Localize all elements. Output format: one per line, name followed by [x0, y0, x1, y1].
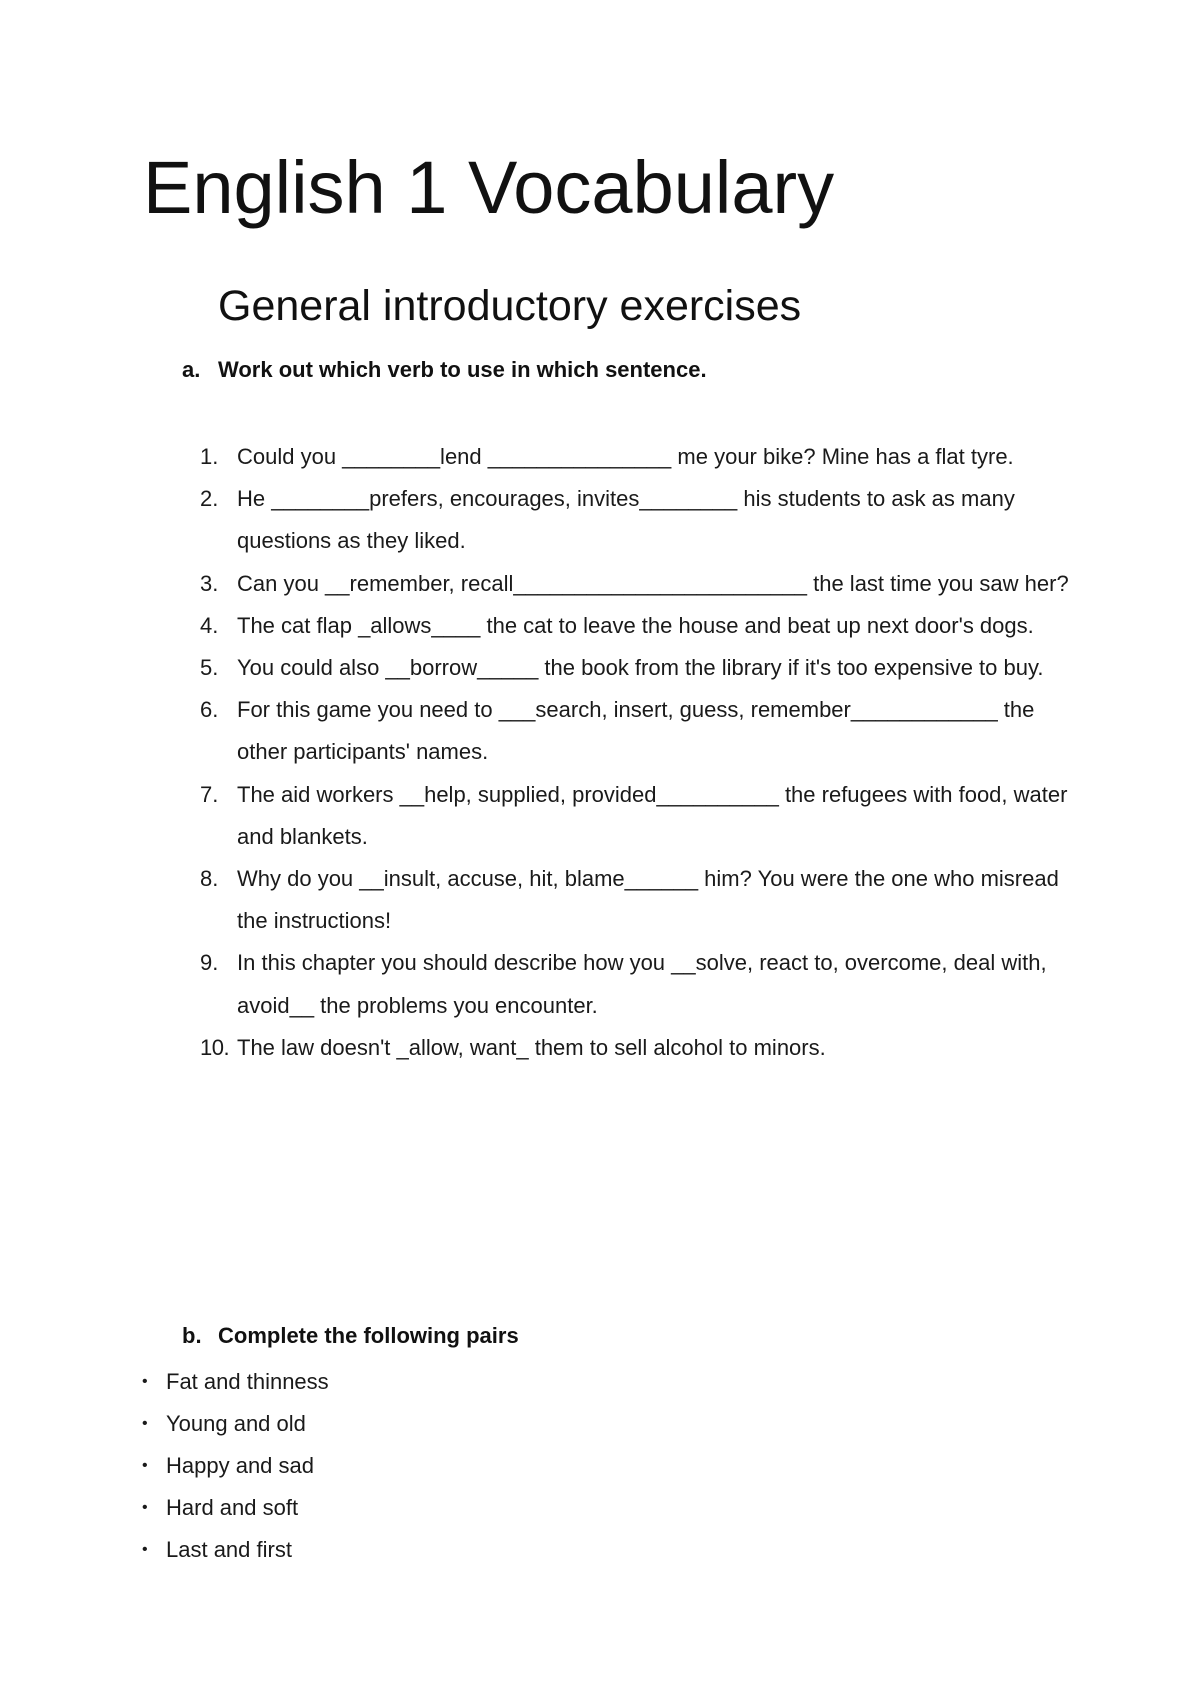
bullet-icon: • [142, 1457, 148, 1474]
part-b-instruction: Complete the following pairs [218, 1323, 519, 1348]
part-a-instruction: Work out which verb to use in which sentence. [218, 357, 707, 382]
document-title: English 1 Vocabulary [143, 146, 835, 229]
exercise-item [200, 858, 1070, 942]
exercise-number: 6. [200, 697, 219, 723]
exercise-item [200, 605, 1070, 647]
exercise-item [200, 436, 1070, 478]
exercise-sentence: Why do you __insult, accuse, hit, blame______ him? You were the one who misread the instructions! [237, 866, 1059, 934]
pair-text: Young and old [166, 1411, 306, 1436]
exercise-item [200, 563, 1070, 605]
exercise-sentence: In this chapter you should describe how you __solve, react to, overcome, deal with, avoid__ the problems you encounter. [237, 950, 1047, 1018]
pair-item [140, 1445, 740, 1487]
part-b-heading [182, 1321, 982, 1351]
exercise-sentence: The cat flap _allows____ the cat to leave the house and beat up next door's dogs. [237, 612, 1034, 638]
exercise-item [200, 689, 1070, 773]
bullet-icon: • [142, 1415, 148, 1432]
exercise-list [200, 436, 1070, 1069]
exercise-item [200, 774, 1070, 858]
exercise-sentence: Could you ________lend _______________ me your bike? Mine has a flat tyre. [237, 444, 1014, 469]
pair-item [140, 1361, 740, 1403]
pair-text: Happy and sad [166, 1453, 314, 1478]
exercise-number: 1. [200, 444, 219, 469]
pair-item [140, 1529, 740, 1571]
exercise-number: 9. [200, 950, 219, 976]
part-a-heading [182, 355, 982, 385]
exercise-number: 2. [200, 486, 219, 512]
pair-item [140, 1487, 740, 1529]
exercise-number: 3. [200, 570, 219, 596]
exercise-sentence: The aid workers __help, supplied, provided__________ the refugees with food, water and blankets. [237, 781, 1068, 849]
exercise-item [200, 942, 1070, 1026]
exercise-sentence: He ________prefers, encourages, invites________ his students to ask as many questions as they liked. [237, 486, 1015, 554]
section-heading: General introductory exercises [218, 282, 802, 330]
exercise-number: 8. [200, 866, 219, 892]
bullet-icon: • [142, 1373, 148, 1390]
exercise-number: 5. [200, 655, 219, 681]
bullet-icon: • [142, 1541, 148, 1558]
bullet-icon: • [142, 1499, 148, 1516]
exercise-item [200, 647, 1070, 689]
pairs-list [140, 1361, 740, 1571]
exercise-item [200, 478, 1070, 562]
exercise-sentence: The law doesn't _allow, want_ them to sell alcohol to minors. [237, 1034, 826, 1060]
exercise-sentence: For this game you need to ___search, insert, guess, remember____________ the other participants' names. [237, 697, 1035, 765]
exercise-sentence: Can you __remember, recall________________________ the last time you saw her? [237, 570, 1069, 596]
exercise-sentence: You could also __borrow_____ the book from the library if it's too expensive to buy. [237, 655, 1044, 681]
part-a-marker: a. [182, 357, 201, 382]
part-b-marker: b. [182, 1323, 202, 1348]
pair-item [140, 1403, 740, 1445]
pair-text: Last and first [166, 1537, 292, 1562]
exercise-number: 4. [200, 612, 219, 638]
exercise-item [200, 1027, 1070, 1069]
pair-text: Fat and thinness [166, 1369, 329, 1394]
exercise-number: 7. [200, 781, 219, 807]
exercise-number: 10. [200, 1034, 230, 1060]
pair-text: Hard and soft [166, 1495, 299, 1520]
